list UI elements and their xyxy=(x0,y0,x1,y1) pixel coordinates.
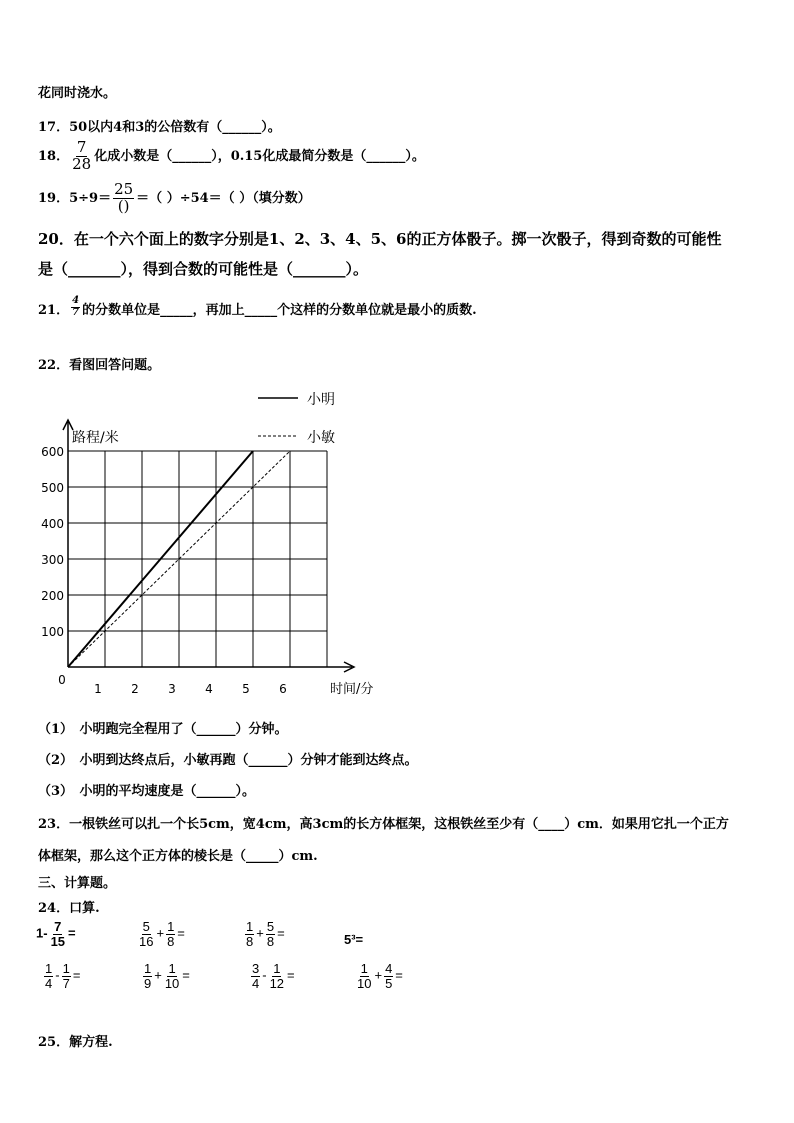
calc-den: 12 xyxy=(269,975,285,991)
calc-op: + xyxy=(374,967,383,983)
q21-text: 的分数单位是_____，再加上_____个这样的分数单位就是最小的质数. xyxy=(82,303,477,318)
question-20-line2: 是（_______），得到合数的可能性是（_______）。 xyxy=(38,260,369,278)
calc-num: 1 xyxy=(360,961,368,976)
question-24-title: 24．口算. xyxy=(38,901,100,916)
q19-prefix: 19．5÷9＝ xyxy=(38,190,112,206)
calc-eq: = xyxy=(177,925,185,941)
x-tick-label: 2 xyxy=(131,682,139,696)
q18-fraction xyxy=(71,140,92,173)
calc-op: - xyxy=(55,967,60,983)
x-tick-label: 5 xyxy=(242,682,250,696)
question-22-sub3: （3） 小明的平均速度是（______）。 xyxy=(38,784,256,799)
y-tick-label: 600 xyxy=(41,445,64,459)
calc-r1c1-pre: 1- xyxy=(36,925,48,941)
calc-num: 1 xyxy=(45,961,53,976)
x-tick-label: 3 xyxy=(168,682,176,696)
y-tick-label: 400 xyxy=(41,517,64,531)
q18-text: 化成小数是（______），0.15化成最简分数是（______）。 xyxy=(94,148,425,164)
x-tick-label: 4 xyxy=(205,682,213,696)
q21-frac-num: 4 xyxy=(72,295,80,306)
calc-den: 4 xyxy=(45,975,53,991)
top-line: 花同时浇水。 xyxy=(38,86,117,101)
question-23-line1: 23．一根铁丝可以扎一个长5cm，宽4cm，高3cm的长方体框架，这根铁丝至少有（____）cm．如果用它扎一个正方 xyxy=(38,817,729,832)
question-22-sub2: （2） 小明到达终点后，小敏再跑（______）分钟才能到达终点。 xyxy=(38,753,418,768)
y-tick-label: 200 xyxy=(41,589,64,603)
calc-den: 5 xyxy=(385,975,393,991)
calc-num: 1 xyxy=(246,919,254,934)
chart-grid xyxy=(68,451,327,667)
question-20-line1: 20．在一个六个面上的数字分别是1、2、3、4、5、6的正方体骰子。掷一次骰子，得到奇数的可能性 xyxy=(38,230,722,248)
calc-eq: = xyxy=(287,967,295,983)
calc-r2c3 xyxy=(249,962,295,990)
q18-prefix: 18． xyxy=(38,148,70,164)
calc-num: 3 xyxy=(252,961,260,976)
calc-num: 4 xyxy=(385,961,393,976)
calc-den: 15 xyxy=(50,933,66,949)
calc-r2c4 xyxy=(354,962,403,990)
calc-num: 1 xyxy=(168,961,176,976)
q19-fraction xyxy=(113,182,134,215)
calc-den: 8 xyxy=(246,933,254,949)
calc-den: 7 xyxy=(62,975,70,991)
calc-eq: = xyxy=(68,925,76,941)
calc-den: 16 xyxy=(139,933,154,949)
section-3-title: 三、计算题。 xyxy=(38,876,117,891)
q18-frac-num: 7 xyxy=(76,138,87,156)
calc-eq: = xyxy=(182,967,190,983)
calc-den: 8 xyxy=(266,933,275,949)
calc-r1c1 xyxy=(36,920,76,948)
calc-eq: = xyxy=(72,967,81,983)
calc-r2c1 xyxy=(42,962,80,990)
calc-eq: = xyxy=(395,967,403,983)
chart-axes xyxy=(63,420,354,672)
legend-label: 小明 xyxy=(307,392,335,408)
q21-frac-den: 7 xyxy=(72,306,80,318)
calc-den: 8 xyxy=(167,933,175,949)
calc-eq: = xyxy=(277,925,285,941)
calc-num: 1 xyxy=(144,961,152,976)
calc-den: 10 xyxy=(164,975,180,991)
calc-den: 9 xyxy=(144,975,152,991)
calc-r1c3 xyxy=(243,920,285,948)
chart-legend xyxy=(258,392,335,446)
origin-label: 0 xyxy=(58,673,66,687)
calc-num: 1 xyxy=(62,961,70,976)
calc-op: + xyxy=(156,925,165,941)
calc-den: 4 xyxy=(252,975,260,991)
calc-op: + xyxy=(154,967,162,983)
q18-frac-den: 28 xyxy=(72,154,92,173)
question-22-sub1: （1） 小明跑完全程用了（______）分钟。 xyxy=(38,722,288,737)
calc-r2c2 xyxy=(141,962,190,990)
question-23-line2: 体框架，那么这个正方体的棱长是（_____）cm. xyxy=(38,849,318,864)
question-21 xyxy=(38,296,477,318)
calc-num: 7 xyxy=(54,919,62,934)
y-tick-label: 500 xyxy=(41,481,64,495)
calc-num: 1 xyxy=(273,961,281,976)
question-18 xyxy=(38,140,425,173)
q19-text: ＝（ ）÷54＝（ ）（填分数） xyxy=(136,190,311,206)
calc-op: - xyxy=(262,967,267,983)
question-22-title: 22．看图回答问题。 xyxy=(38,358,161,373)
calc-den: 10 xyxy=(357,975,372,991)
calc-r1c4: 5³= xyxy=(344,932,364,947)
q19-frac-den: () xyxy=(117,196,130,215)
calc-r1c2 xyxy=(136,920,185,948)
x-tick-label: 1 xyxy=(94,682,102,696)
calc-num: 5 xyxy=(142,919,150,934)
chart-labels xyxy=(41,429,373,697)
y-tick-label: 300 xyxy=(41,553,64,567)
q19-frac-num: 25 xyxy=(114,180,134,198)
x-axis-label: 时间/分 xyxy=(330,682,374,697)
legend-label: 小敏 xyxy=(307,430,335,446)
question-19 xyxy=(38,182,311,215)
x-tick-label: 6 xyxy=(279,682,287,696)
question-25-title: 25．解方程. xyxy=(38,1035,113,1050)
q21-fraction xyxy=(71,296,80,318)
calc-op: + xyxy=(256,925,264,941)
distance-time-chart xyxy=(0,380,794,720)
y-axis-label: 路程/米 xyxy=(72,430,119,446)
y-tick-label: 100 xyxy=(41,625,64,639)
q21-prefix: 21． xyxy=(38,303,70,318)
calc-num: 1 xyxy=(167,919,175,934)
calc-num: 5 xyxy=(266,919,275,934)
question-17: 17．50以内4和3的公倍数有（______）。 xyxy=(38,120,281,135)
